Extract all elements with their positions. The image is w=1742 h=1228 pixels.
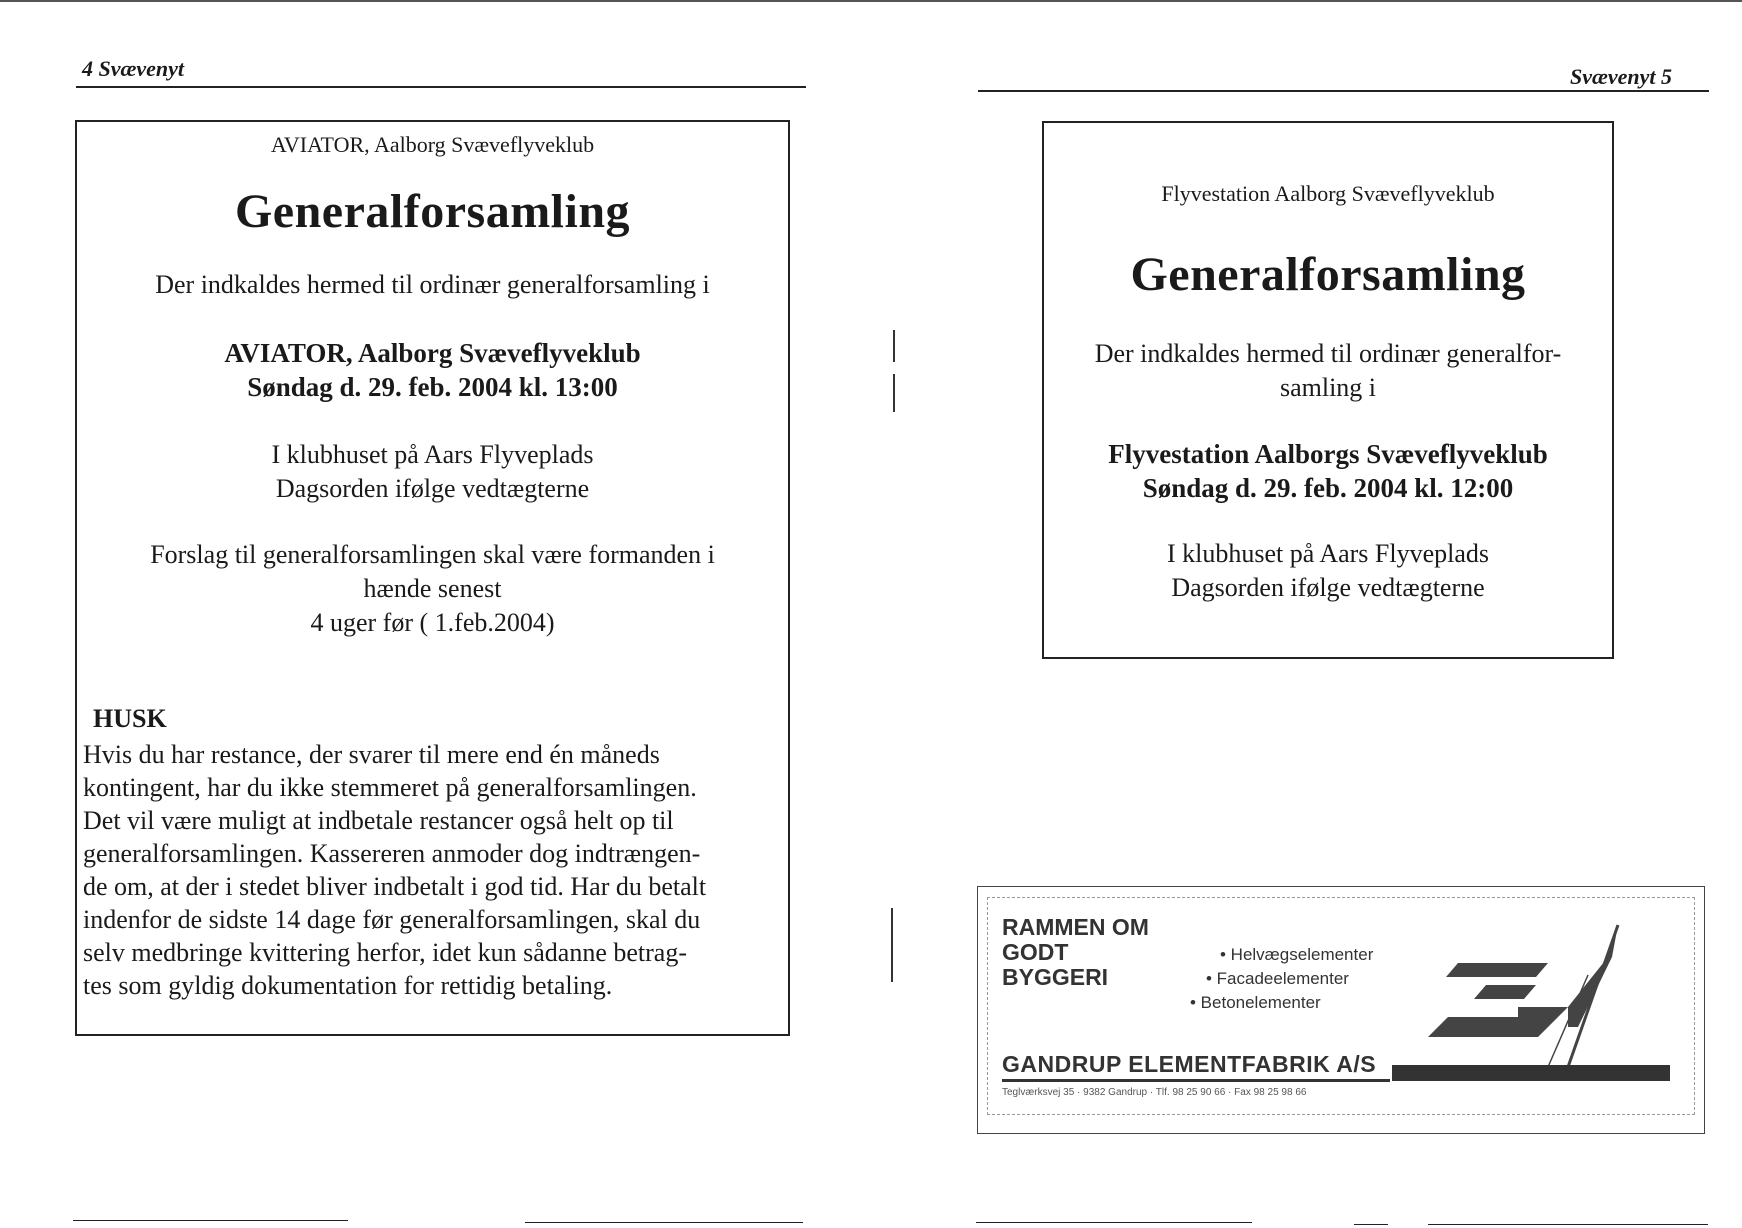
- husk-line: Det vil være muligt at indbetale restancer også helt op til: [83, 806, 674, 835]
- ad-black-bar: [1392, 1065, 1670, 1081]
- ad-slogan-line: GODT: [1002, 939, 1069, 965]
- left-bold-line-2: Søndag d. 29. feb. 2004 kl. 13:00: [247, 372, 618, 402]
- ad-slogan-line: RAMMEN OM: [1002, 914, 1149, 940]
- right-club-line: Flyvestation Aalborg Svæveflyveklub: [1161, 181, 1495, 206]
- ad-bullet: • Helvægselementer: [1220, 945, 1374, 964]
- binding-mark: [893, 330, 895, 362]
- ad-address: Teglværksvej 35 · 9382 Gandrup · Tlf. 98 25 90 66 · Fax 98 25 98 66: [1002, 1087, 1307, 1098]
- left-proposal-line-1: Forslag til generalforsamlingen skal være formanden i: [150, 540, 715, 569]
- right-header-rule: [978, 90, 1709, 92]
- right-intro-line-1: Der indkaldes hermed til ordinær generalfor-: [1094, 339, 1562, 368]
- scan-top-edge: [0, 0, 1742, 2]
- ad-slogan: [1002, 915, 1149, 990]
- ad-slogan-line: BYGGERI: [1002, 964, 1109, 990]
- husk-line: de om, at der i stedet bliver indbetalt i god tid. Har du betalt: [83, 872, 707, 901]
- binding-mark: [891, 908, 893, 982]
- left-club-line: AVIATOR, Aalborg Svæveflyveklub: [270, 132, 595, 157]
- right-title: Generalforsamling: [1130, 248, 1526, 301]
- right-footer-rule-3: [1428, 1224, 1708, 1225]
- gandrup-logo-icon: [1418, 917, 1658, 1077]
- left-announcement-box: [75, 120, 790, 1036]
- husk-line: kontingent, har du ikke stemmeret på generalforsamlingen.: [83, 773, 697, 802]
- husk-line: generalforsamlingen. Kassereren anmoder dog indtrængen-: [83, 839, 701, 868]
- ad-bullet: • Betonelementer: [1190, 993, 1321, 1012]
- left-place-line-2: Dagsorden ifølge vedtægterne: [275, 474, 590, 503]
- left-header-rule: [76, 86, 806, 88]
- right-place-line-1: I klubhuset på Aars Flyveplads: [1166, 539, 1490, 568]
- left-page-header: 4 Svævenyt: [82, 56, 185, 81]
- left-place-line-1: I klubhuset på Aars Flyveplads: [271, 440, 594, 469]
- ad-company-name: GANDRUP ELEMENTFABRIK A/S: [1002, 1051, 1377, 1077]
- left-proposal-line-3: 4 uger før ( 1.feb.2004): [310, 608, 555, 637]
- husk-title: HUSK: [93, 704, 167, 733]
- right-page-header: Svævenyt 5: [1570, 64, 1673, 89]
- left-title: Generalforsamling: [234, 185, 631, 238]
- right-announcement-box: [1042, 121, 1614, 659]
- right-footer-rule-1: [976, 1222, 1252, 1223]
- right-bold-line-1: Flyvestation Aalborgs Svæveflyveklub: [1108, 439, 1548, 469]
- right-bold-line-2: Søndag d. 29. feb. 2004 kl. 12:00: [1142, 473, 1514, 503]
- husk-line: Hvis du har restance, der svarer til mere end én måneds: [83, 740, 660, 769]
- left-bold-line-1: AVIATOR, Aalborg Svæveflyveklub: [224, 338, 641, 368]
- right-intro-line-2: samling i: [1279, 373, 1377, 402]
- binding-mark: [893, 374, 895, 412]
- left-proposal-line-2: hænde senest: [363, 574, 502, 603]
- right-place-line-2: Dagsorden ifølge vedtægterne: [1171, 573, 1485, 602]
- right-footer-rule-2: [1354, 1224, 1388, 1225]
- ad-bullet: • Facadeelementer: [1206, 969, 1349, 988]
- gandrup-advertisement: [977, 886, 1705, 1134]
- husk-line: indenfor de sidste 14 dage før generalforsamlingen, skal du: [83, 905, 701, 934]
- left-footer-rule-2: [525, 1222, 803, 1223]
- husk-paragraph: [83, 738, 788, 1002]
- husk-line: selv medbringe kvittering herfor, idet kun sådanne betrag-: [83, 938, 687, 967]
- ad-company-underline: [1002, 1079, 1390, 1082]
- husk-line: tes som gyldig dokumentation for rettidig betaling.: [83, 971, 613, 1000]
- left-intro: Der indkaldes hermed til ordinær generalforsamling i: [155, 270, 710, 299]
- left-footer-rule-1: [73, 1220, 348, 1221]
